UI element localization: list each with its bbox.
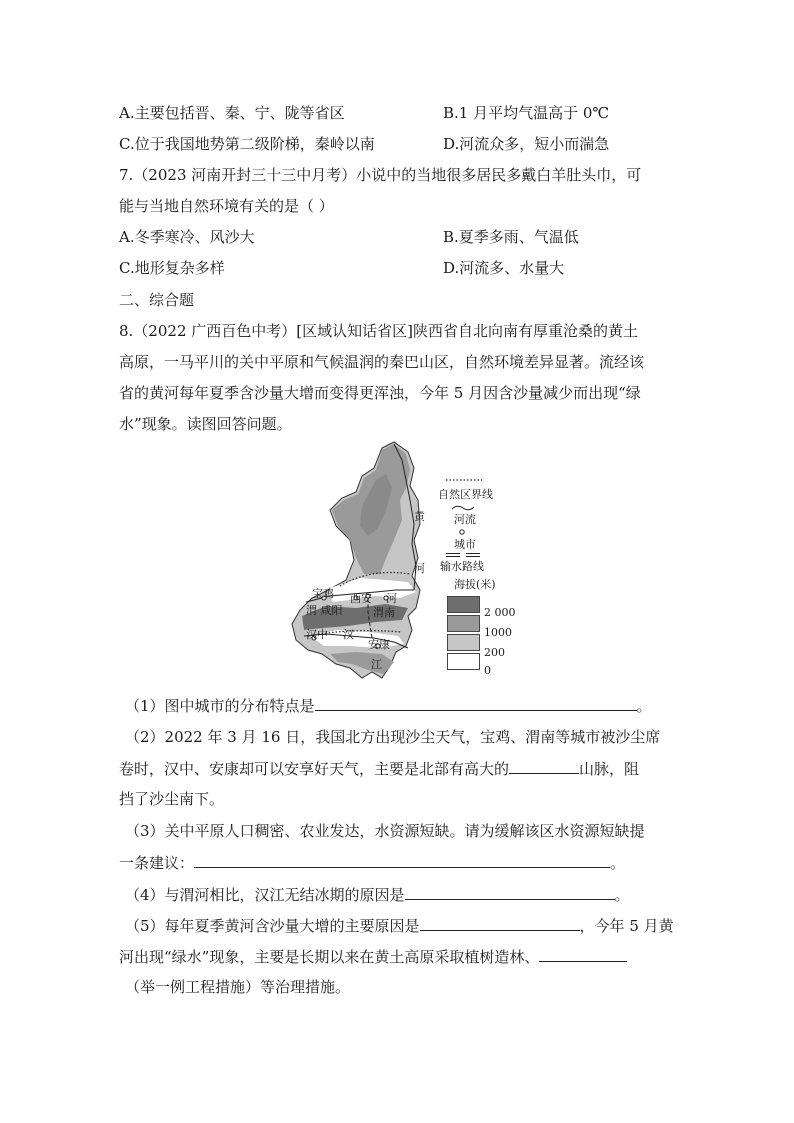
boundary-legend-symbol [446,478,482,482]
elevation-level-1000: 1000 [484,626,512,639]
elevation-swatch-2000 [447,596,480,613]
subq-2-line2 [119,758,639,779]
q8-stem-line4: 水”现象。读图回答问题。 [119,415,292,433]
answer-blank-2[interactable] [509,758,579,774]
elevation-level-200: 200 [484,646,505,659]
q8-stem-line3: 省的黄河每年夏季含沙量大增而变得更浑浊，今年 5 月因含沙量减少而出现“绿 [119,384,641,402]
subq-5-line1 [125,915,674,936]
q6-option-b: B.1 月平均气温高于 0℃ [443,104,610,122]
legend-elevation-title: 海拔(米) [454,578,496,591]
legend-water-route-label: 输水路线 [440,560,484,573]
subq-2-text-b: 山脉，阻 [579,760,640,778]
subq-5-text-c: 河出现“绿水”现象，主要是长期以来在黄土高原采取植树造林、 [119,948,540,966]
elevation-swatch-1000 [447,615,480,632]
subq-4-text: （4）与渭河相比，汉江无结冰期的原因是 [125,886,405,904]
subq-4 [125,884,630,905]
answer-blank-4[interactable] [405,884,615,900]
q6-option-a: A.主要包括晋、秦、宁、陇等省区 [119,104,345,122]
subq-5-text-b: ，今年 5 月黄 [579,917,674,935]
legend-river-label: 河流 [454,513,476,526]
label-xianyang: 渭 咸阳 [306,604,343,617]
elevation-swatch-200 [447,634,480,651]
section-title: 二、综合题 [119,291,195,309]
answer-blank-5a[interactable] [420,915,580,931]
q7-option-d: D.河流多、水量大 [443,259,565,277]
subq-1-end: 。 [636,697,652,715]
subq-5-text-a: （5）每年夏季黄河含沙量大增的主要原因是 [125,917,420,935]
legend-city-label: 城市 [454,538,476,551]
label-xian: 西安 [350,592,372,605]
subq-3-end: 。 [610,854,626,872]
elevation-level-0: 0 [484,664,491,677]
label-huang: 黄 [414,510,425,523]
subq-2-text-a: 卷时，汉中、安康却可以安享好天气，主要是北部有高大的 [119,760,510,778]
q7-option-c: C.地形复杂多样 [119,259,225,277]
q6-option-d: D.河流众多，短小而湍急 [443,135,610,153]
legend-boundary-label: 自然区界线 [438,488,493,501]
q7-stem-line1: 7.（2023 河南开封三十三中月考）小说中的当地很多居民多戴白羊肚头巾，可 [119,166,642,184]
subq-5-line3: （举一例工程措施）等治理措施。 [125,978,351,996]
subq-4-end: 。 [614,886,630,904]
answer-blank-1[interactable] [315,695,637,711]
label-hanzhong: 汉中 [306,628,328,641]
answer-blank-5b[interactable] [539,946,627,962]
q6-option-c: C.位于我国地势第二级阶梯，秦岭以南 [119,135,375,153]
subq-3-line1: （3）关中平原人口稠密、农业发达，水资源短缺。请为缓解该区水资源短缺提 [125,822,645,840]
answer-blank-3[interactable] [194,852,610,868]
q7-option-a: A.冬季寒冷、风沙大 [119,228,255,246]
subq-3-text-a: 一条建议： [119,854,195,872]
label-jiang: 江 [371,658,382,671]
subq-1 [125,695,652,716]
subq-3-line2 [119,852,625,873]
subq-2-line3: 挡了沙尘南下。 [119,790,225,808]
q8-stem-line2: 高原，一马平川的关中平原和气候温润的秦巴山区，自然环境差异显著。流经该 [119,353,645,371]
q7-option-b: B.夏季多雨、气温低 [443,228,579,246]
label-baoji: 宝鸡 [312,587,334,600]
subq-1-text: （1）图中城市的分布特点是 [125,697,315,715]
q8-stem-line1: 8.（2022 广西百色中考）[区域认知话省区]陕西省自北向南有厚重沧桑的黄土 [119,322,638,340]
elevation-level-2000: 2 000 [484,606,516,619]
label-he2: 河 [386,592,397,605]
subq-5-line2 [119,946,627,967]
elevation-swatch-0 [447,653,480,670]
label-he: 河 [414,562,425,575]
q7-stem-line2: 能与当地自然环境有关的是（ ） [119,197,334,215]
label-weinan: 渭南 [373,606,395,619]
subq-2-line1: （2）2022 年 3 月 16 日，我国北方出现沙尘天气，宝鸡、渭南等城市被沙尘席 [125,728,661,746]
label-ankang: 安康 [368,638,390,651]
label-han: 汉 [343,628,354,641]
city-legend-symbol [458,528,466,536]
